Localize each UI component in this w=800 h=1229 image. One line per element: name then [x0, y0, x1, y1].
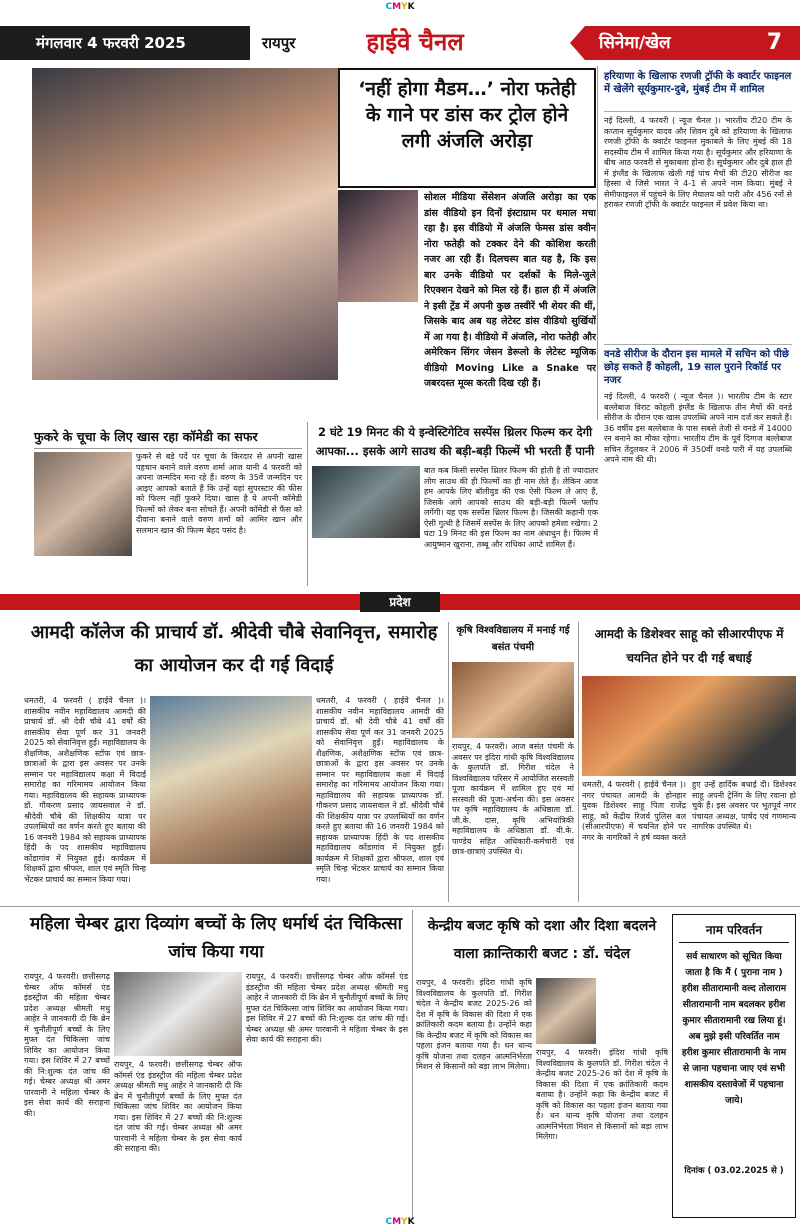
mahila-body-col3: रायपुर, 4 फरवरी। छत्तीसगढ़ चेम्बर ऑफ कॉमर्स एंड इंडस्ट्रीज की महिला चेम्बर प्रदेश अध्यक्ष श्रीमती मधु आहेर ने जानकारी दी कि ब्रेन में चुनौतीपूर्ण बच्चों के लिए मुफ्त दंत चिकित्सा जांच शिविर का आयोजन किया गया। इस शिविर में 27 बच्चों की नि:शुल्क दंत जांच की गई। चेम्बर अध्यक्ष श्री अमर पारवानी ने महिला चेम्बर के इस सेवा कार्य की सराहना की।	[246, 972, 408, 1044]
column-rule	[412, 910, 413, 1220]
name-change-notice	[672, 914, 796, 1218]
anjali-arora-photo	[32, 68, 338, 380]
nora-inset-photo	[338, 190, 418, 302]
film-body: बात कब किसी सस्पेंस थ्रिलर फिल्म की होती है तो ज्यादातर लोग साउथ की ही फिल्मों का ही नाम लेते हैं। लेकिन आज हम आपके लिए बॉलीवुड की एक ऐसी फिल्म ले आए हैं, जिसके आगे आपको साउथ की बड़ी-बड़ी फिल्में फ्लॉप लगेंगी। यह एक सस्पेंस थ्रिलर फिल्म है। जिसकी कहानी एक ऐसी गुत्थी है जिसमें सस्पेंस के लिए आपको हमेशा रखेगा। 2 घंटा 19 मिनट की इस फिल्म का नाम अंधाधुन है। फिल्म में आयुष्मान खुराना, तब्बू और राधिका आप्टे शामिल हैं।	[424, 466, 598, 549]
notice-body: सर्व साधारण को सूचित किया जाता है कि मैं ( पुराना नाम ) हरीश सीतारामानी वल्द तोलाराम सीतारामानी नाम बदलकर हरीश कुमार सीतारामानी रख लिया हूं। अब मुझे इसी परिवर्तित नाम हरीश कुमार सीतारामानी के नाम से जाना पहचाना जाए एवं सभी शासकीय दस्तावेजों में पहचाना जाये।	[681, 952, 787, 1106]
dr-chandel-photo	[536, 978, 596, 1044]
budget-body-col1: रायपुर, 4 फरवरी। इंदिरा गांधी कृषि विश्वविद्यालय के कुलपति डॉ. गिरीश चंदेल ने केन्द्रीय बजट 2025-26 को देश में कृषि के विकास की दिशा में एक क्रांतिकारी कदम बताया है। उन्होंने कहा कि केन्द्रीय बजट में कृषि को विकास का पहला इंजन बताया गया है। धन धान्य कृषि योजना तथा दलहन आत्मनिर्भरता मिशन से किसानों को बड़ा लाभ मिलेगा।	[416, 978, 532, 1071]
college-body-col2: धमतरी, 4 फरवरी ( हाईवे चैनल )। शासकीय नवीन महाविद्यालय आमदी की प्राचार्य डॉ. श्री देवी चौबे 41 वर्षों की शासकीय सेवा पूर्ण कर 31 जनवरी 2025 को सेवानिवृत्त हुईं। महाविद्यालय के शैक्षणिक, अशैक्षणिक स्टॉफ एवं छात्र-छात्राओं के द्वारा इस अवसर पर उनके सम्मान पर महाविद्यालय कक्षा में विदाई समारोह का गरिमामय आयोजन किया गया। महाविद्यालय की सहायक प्राध्यापक डॉ. गौकरण प्रसाद जायसवाल ने डॉ. श्रीदेवी चौबे की शिक्षकीय यात्रा पर उपलब्धियों का वर्णन करते हुए बताया की 16 जनवरी 1984 को सहायक प्राध्यापक हिंदी के पद शासकीय महाविद्यालय कोंडागांव में नियुक्त हुईं। कार्यक्रम में शिक्षकों द्वारा श्रीफल, शाल एवं स्मृति चिन्ह भेंटकर प्राचार्य का सम्मान किया गया।	[316, 696, 444, 884]
college-farewell-photo	[150, 696, 312, 864]
sahu-felicitation-photo	[582, 676, 796, 776]
page-number: 7	[766, 30, 782, 55]
print-registration-marks: CMYK	[385, 2, 415, 12]
column-rule	[578, 622, 579, 902]
column-rule	[597, 66, 598, 420]
cricket-headline: हरियाणा के खिलाफ रणजी ट्रॉफी के क्वार्टर फाइनल में खेलेंगे सूर्यकुमार-दुबे, मुंबई टीम में शामिल	[604, 70, 792, 112]
nora-headline: ‘नहीं होगा मैडम…’ नोरा फतेही के गाने पर डांस कर ट्रोल होने लगी अंजलि अरोड़ा	[338, 68, 596, 188]
film-headline: 2 घंटे 19 मिनट की ये इन्वेस्टिगेटिव सस्पेंस थ्रिलर फिल्म कर देगी आपका... इसके आगे साउथ की बड़ी-बड़ी फिल्में भी भरती हैं पानी	[315, 425, 595, 458]
sahu-headline: आमदी के डिशेश्वर साहू को सीआरपीएफ में चयनित होने पर दी गई बधाई	[594, 627, 784, 665]
saraswati-puja-photo	[452, 662, 574, 738]
krishi-headline: कृषि विश्वविद्यालय में मनाई गई बसंत पंचमी	[456, 625, 570, 653]
dental-camp-photo	[114, 972, 242, 1056]
budget-body-col2: रायपुर, 4 फरवरी। इंदिरा गांधी कृषि विश्वविद्यालय के कुलपति डॉ. गिरीश चंदेल ने केन्द्रीय बजट 2025-26 को देश में कृषि के विकास की दिशा में एक क्रांतिकारी कदम बताया है। उन्होंने कहा कि केन्द्रीय बजट में कृषि को विकास का पहला इंजन बताया गया है। धन धान्य कृषि योजना तथा दलहन आत्मनिर्भरता मिशन से किसानों को बड़ा लाभ मिलेगा।	[536, 1048, 668, 1141]
college-body-col1: धमतरी, 4 फरवरी ( हाईवे चैनल )। शासकीय नवीन महाविद्यालय आमदी की प्राचार्य डॉ. श्री देवी चौबे 41 वर्षों की शासकीय सेवा पूर्ण कर 31 जनवरी 2025 को सेवानिवृत्त हुईं। महाविद्यालय के शैक्षणिक, अशैक्षणिक स्टॉफ एवं छात्र-छात्राओं के द्वारा इस अवसर पर उनके सम्मान पर महाविद्यालय कक्षा में विदाई समारोह का गरिमामय आयोजन किया गया। महाविद्यालय की सहायक प्राध्यापक डॉ. गौकरण प्रसाद जायसवाल ने डॉ. श्रीदेवी चौबे की शिक्षकीय यात्रा पर उपलब्धियों का वर्णन करते हुए बताया की 16 जनवरी 1984 को सहायक प्राध्यापक हिंदी के पद शासकीय महाविद्यालय कोंडागांव में नियुक्त हुईं। कार्यक्रम में शिक्षकों द्वारा श्रीफल, शाल एवं स्मृति चिन्ह भेंटकर प्राचार्य का सम्मान किया गया।	[24, 696, 146, 884]
varun-sharma-photo	[34, 452, 132, 556]
mahila-body-col1: रायपुर, 4 फरवरी। छत्तीसगढ़ चेम्बर ऑफ कॉमर्स एंड इंडस्ट्रीज की महिला चेम्बर प्रदेश अध्यक्ष श्रीमती मधु आहेर ने जानकारी दी कि ब्रेन में चुनौतीपूर्ण बच्चों के लिए मुफ्त दंत चिकित्सा जांच शिविर का आयोजन किया गया। इस शिविर में 27 बच्चों की नि:शुल्क दंत जांच की गई। चेम्बर अध्यक्ष श्री अमर पारवानी ने महिला चेम्बर के इस सेवा कार्य की सराहना की।	[24, 972, 110, 1118]
pradesh-label: प्रदेश	[360, 592, 440, 612]
header-date-bar	[0, 26, 250, 60]
krishi-body: रायपुर, 4 फरवरी। आज बसंत पंचमी के अवसर पर इंदिरा गांधी कृषि विश्वविद्यालय के कुलपति डॉ. गिरीश चंदेल ने विश्वविद्यालय परिसर में आयोजित सरस्वती पूजा कार्यक्रम में शामिल हुए एवं मां सरस्वती की पूजा-अर्चना की। इस अवसर पर कृषि महाविद्यालय के अधिष्ठाता डॉ. जी.के. दास, कृषि अभियांत्रिकी महाविद्यालय के अधिष्ठाता डॉ. वी.के. पाण्डेय सहित अधिकारी-कर्मचारी एवं छात्र-छात्राएं उपस्थित थे।	[452, 742, 574, 856]
sahu-body: धमतरी, 4 फरवरी ( हाईवे चैनल )। नगर पंचायत आमदी के होनहार युवक डिशेश्वर साहू पिता राजेंद्र साहू, को केंद्रीय रिजर्व पुलिस बल (सीआरपीएफ) में चयनित होने पर नगर के नागरिकों ने हर्ष व्यक्त करते हुए उन्हें हार्दिक बधाई दी। डिशेश्वर साहू अपनी ट्रेनिंग के लिए रवाना हो चुके हैं। इस अवसर पर भूतपूर्व नगर पंचायत अध्यक्ष, पार्षद एवं गणमान्य नागरिक उपस्थित थे।	[582, 780, 796, 842]
fukre-body: फुकरे से बड़े पर्दे पर चूचा के किरदार से अपनी खास पहचान बनाने वाले वरुण शर्मा आज यानी 4 फरवरी को अपना जन्मदिन मना रहे हैं। वरुण के 35वें जन्मदिन पर आइए आपको बताते हैं कि उन्हें यहां सुपरस्टार की फीस को फिल्म नहीं फुकरे दिया। खास है ये अपनी कॉमेडी फिल्मों को लेकर बना सोचते हैं। अपनी कॉमेडी से फैंस को दीवाना बनाने वाले वरुण शर्मा को आमिर खान और सलमान खान की फिल्म बेहद पसंद है।	[136, 452, 302, 535]
cricket-body: नई दिल्ली, 4 फरवरी ( न्यूज चैनल )। भारतीय टी20 टीम के कप्तान सूर्यकुमार यादव और शिवम दुबे को हरियाणा के खिलाफ रणजी ट्रॉफी के क्वार्टर फाइनल मुकाबले के लिए मुंबई की 18 सदस्यीय टीम में शामिल किया गया है। सूर्यकुमार और हरियाणा के बीच आठ फरवरी से मुकाबला होना है। सूर्यकुमार और दुबे हाल ही में इंग्लैंड के खिलाफ खेली गई पांच मैचों की टी20 सीरीज का हिस्सा थे जिसे भारत ने 4-1 से अपने नाम किया। मुंबई ने सेमीफाइनल में पहुंचने के लिए मेघालय को पारी और 456 रनों से हराकर रणजी ट्रॉफी के क्वार्टर फाइनल में प्रवेश किया था।	[604, 116, 792, 209]
notice-date: दिनांक ( 03.02.2025 से )	[684, 1166, 784, 1176]
print-registration-marks-bottom: CMYK	[385, 1217, 415, 1227]
kohli-headline: वनडे सीरीज के दौरान इस मामले में सचिन को पीछे छोड़ सकते हैं कोहली, 19 साल पुराने रिकॉर्ड पर नजर	[604, 344, 792, 390]
mahila-headline: महिला चेम्बर द्वारा दिव्यांग बच्चों के लिए धर्मार्थ दंत चिकित्सा जांच किया गया	[29, 914, 403, 962]
kohli-body: नई दिल्ली, 4 फरवरी ( न्यूज चैनल )। भारतीय टीम के स्टार बल्लेबाज विराट कोहली इंग्लैंड के खिलाफ तीन मैचों की वनडे सीरीज के दौरान एक खास उपलब्धि अपने नाम दर्ज कर सकते हैं। 36 वर्षीय इस बल्लेबाज के पास सबसे तेजी से वनडे में 14000 रन बनाने का मौका रहेगा। भारतीय टीम के पूर्व दिग्गज बल्लेबाज सचिन तेंदुलकर ने 2006 में 350वीं वनडे पारी में यह उपलब्धि अपने नाम की थी।	[604, 392, 792, 464]
edition-city: रायपुर	[262, 34, 296, 52]
section-header-bar	[585, 26, 800, 60]
fukre-headline: फुकरे के चूचा के लिए खास रहा कॉमेडी का सफर	[34, 425, 302, 449]
notice-title: नाम परिवर्तन	[679, 921, 789, 943]
mahila-body-col2: रायपुर, 4 फरवरी। छत्तीसगढ़ चेम्बर ऑफ कॉमर्स एंड इंडस्ट्रीज की महिला चेम्बर प्रदेश अध्यक्ष श्रीमती मधु आहेर ने जानकारी दी कि ब्रेन में चुनौतीपूर्ण बच्चों के लिए मुफ्त दंत चिकित्सा जांच शिविर का आयोजन किया गया। इस शिविर में 27 बच्चों की नि:शुल्क दंत जांच की गई। चेम्बर अध्यक्ष श्री अमर पारवानी ने महिला चेम्बर के इस सेवा कार्य की सराहना की।	[114, 1060, 242, 1153]
section-name: सिनेमा/खेल	[599, 33, 671, 53]
newspaper-masthead: हाईवे चैनल	[366, 28, 464, 56]
budget-headline: केन्द्रीय बजट कृषि को दशा और दिशा बदलने वाला क्रान्तिकारी बजट : डॉ. चंदेल	[427, 918, 657, 962]
nora-body: सोशल मीडिया सेंसेशन अंजलि अरोड़ा का एक डांस वीडियो इन दिनों इंस्टाग्राम पर धमाल मचा रहा है। इस वीडियो में अंजलि फेमस डांस क्वीन नोरा फतेही को टक्कर देने की कोशिश करती नजर आ रही हैं। दिलचस्प बात यह है, कि इस बार उनके वीडियो पर दर्शकों के मिले-जुले रिएक्शन देखने को मिल रहे हैं। हाल ही में अंजलि ने इसी ट्रेंड में अपनी कुछ तस्वीरें भी शेयर की थीं, जिसके बाद अब यह लेटेस्ट डांस वीडियो सुर्खियों में आ गया है। वीडियो में अंजलि, नोरा फतेही और अमेरिकन सिंगर जेसन डेरूलो के लेटेस्ट म्यूजिक वीडियो Moving Like a Snake पर जबरदस्त मूव्स करती दिख रही हैं।	[424, 192, 596, 389]
issue-date: मंगलवार 4 फरवरी 2025	[36, 34, 186, 52]
andhadhun-poster	[312, 466, 420, 538]
college-headline: आमदी कॉलेज की प्राचार्य डॉ. श्रीदेवी चौबे सेवानिवृत्त, समारोह का आयोजन कर दी गई विदाई	[30, 622, 438, 676]
column-rule	[448, 622, 449, 902]
column-rule	[307, 422, 308, 586]
row-rule	[0, 906, 800, 907]
section-arrow-icon	[570, 26, 585, 60]
